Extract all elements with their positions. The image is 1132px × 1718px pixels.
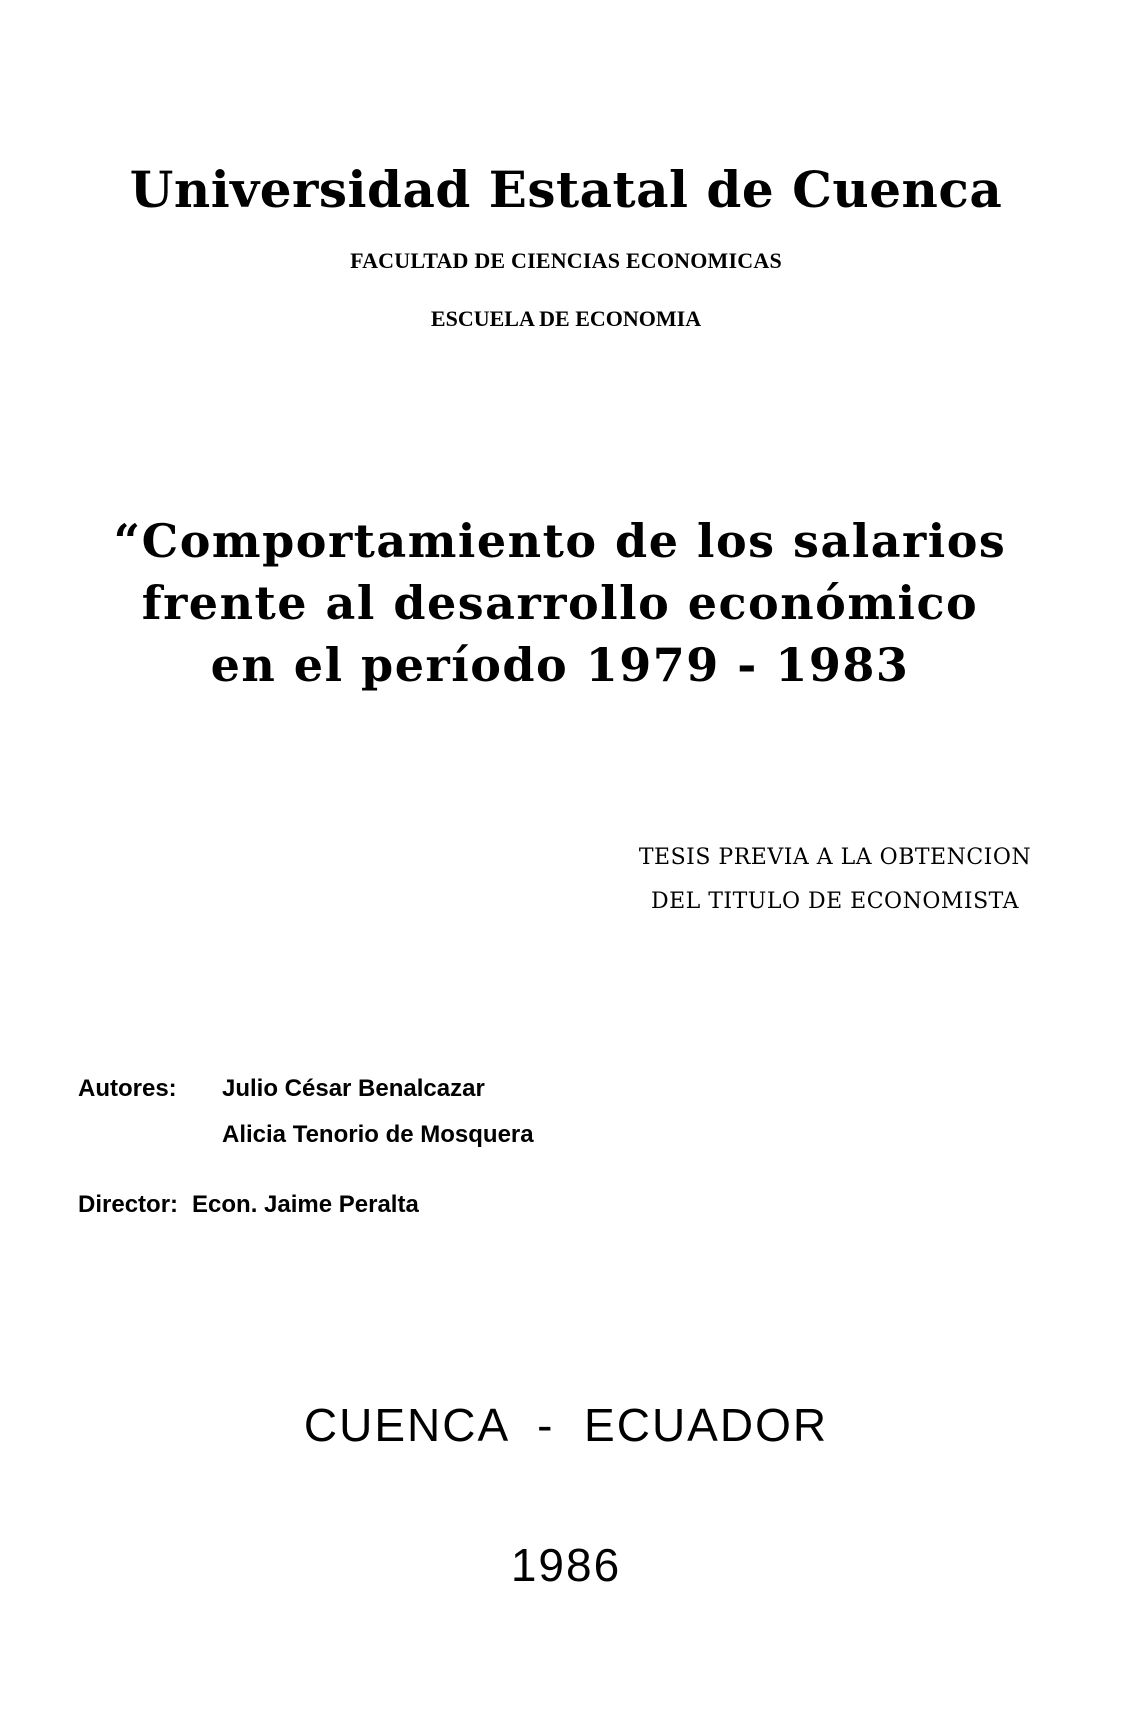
- university-name: Universidad Estatal de Cuenca: [129, 160, 1003, 219]
- authors-row: [78, 1066, 534, 1112]
- director-row: [78, 1182, 534, 1228]
- director-label: Director:: [78, 1191, 179, 1218]
- thesis-title-line-2: frente al desarrollo económico: [141, 576, 979, 630]
- authors-row-2: [78, 1112, 534, 1158]
- credits-block: [78, 1066, 534, 1228]
- school-name: ESCUELA DE ECONOMIA: [430, 306, 702, 331]
- degree-statement: [600, 836, 1070, 924]
- year: 1986: [510, 1539, 622, 1591]
- author-name-1: Julio César Benalcazar: [222, 1075, 485, 1102]
- degree-line-2: DEL TITULO DE ECONOMISTA: [650, 889, 1020, 914]
- author-name-2: Alicia Tenorio de Mosquera: [222, 1121, 534, 1148]
- thesis-title-line-1: “Comportamiento de los salarios: [113, 514, 1007, 568]
- authors-label: Autores:: [78, 1075, 177, 1102]
- thesis-title-line-3: en el período 1979 - 1983: [210, 638, 910, 692]
- faculty-name: FACULTAD DE CIENCIAS ECONOMICAS: [350, 248, 782, 273]
- thesis-title: [40, 510, 1080, 696]
- director-name: Econ. Jaime Peralta: [192, 1191, 419, 1218]
- degree-line-1: TESIS PREVIA A LA OBTENCION: [638, 845, 1032, 870]
- place: CUENCA - ECUADOR: [303, 1399, 829, 1451]
